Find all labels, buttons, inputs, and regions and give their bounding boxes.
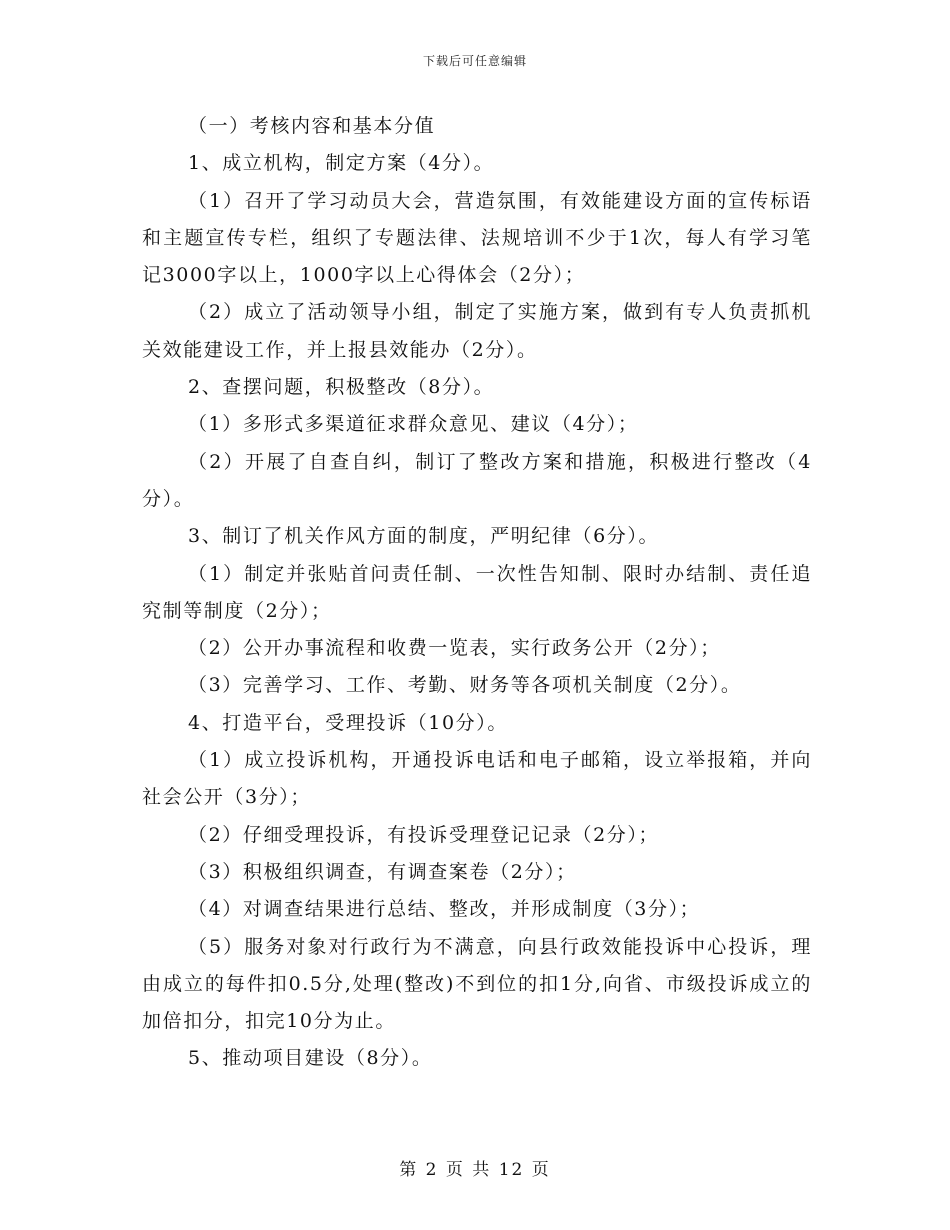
paragraph-4-3: （3）积极组织调查，有调查案卷（2分）； (188, 860, 577, 883)
paragraph-3-1: （1）制定并张贴首问责任制、一次性告知制、限时办结制、责任追究制等制度（2分）； (142, 562, 812, 622)
item-heading-2: 2、查摆问题，积极整改（8分）。 (188, 376, 495, 399)
item-heading-1: 1、成立机构，制定方案（4分）。 (188, 152, 495, 175)
paragraph-4-1: （1）成立投诉机构，开通投诉电话和电子邮箱，设立举报箱，并向社会公开（3分）； (142, 749, 812, 809)
paragraph-4-4: （4）对调查结果进行总结、整改，并形成制度（3分）； (188, 898, 701, 921)
page-header-note: 下载后可任意编辑 (422, 54, 527, 68)
item-heading-4: 4、打造平台，受理投诉（10分）。 (188, 711, 508, 734)
item-heading-5: 5、推动项目建设（8分）。 (188, 1047, 433, 1070)
paragraph-3-2: （2）公开办事流程和收费一览表，实行政务公开（2分）； (188, 637, 721, 660)
section-heading: （一）考核内容和基本分值 (188, 115, 436, 137)
item-heading-3: 3、制订了机关作风方面的制度，严明纪律（6分）。 (188, 525, 660, 548)
paragraph-3-3: （3）完善学习、工作、考勤、财务等各项机关制度（2分）。 (188, 674, 742, 697)
paragraph-1-2: （2）成立了活动领导小组，制定了实施方案，做到有专人负责抓机关效能建设工作，并上报县效能办（2分）。 (142, 301, 812, 361)
paragraph-2-2: （2）开展了自查自纠，制订了整改方案和措施，积极进行整改（4分）。 (142, 450, 812, 510)
paragraph-2-1: （1）多形式多渠道征求群众意见、建议（4分）； (188, 413, 639, 436)
page-number-footer: 第 2 页 共 12 页 (399, 1160, 551, 1180)
paragraph-4-2: （2）仔细受理投诉，有投诉受理登记记录（2分）； (188, 823, 660, 846)
paragraph-1-1: （1）召开了学习动员大会，营造氛围，有效能建设方面的宣传标语和主题宣传专栏，组织了专题法律、法规培训不少于1次，每人有学习笔记3000字以上，1000字以上心得体会（2分）； (142, 189, 812, 287)
document-body (142, 108, 812, 1078)
paragraph-4-5: （5）服务对象对行政行为不满意，向县行政效能投诉中心投诉，理由成立的每件扣0.5分,处理(整改)不到位的扣1分,向省、市级投诉成立的加倍扣分，扣完10分为止。 (142, 935, 812, 1033)
